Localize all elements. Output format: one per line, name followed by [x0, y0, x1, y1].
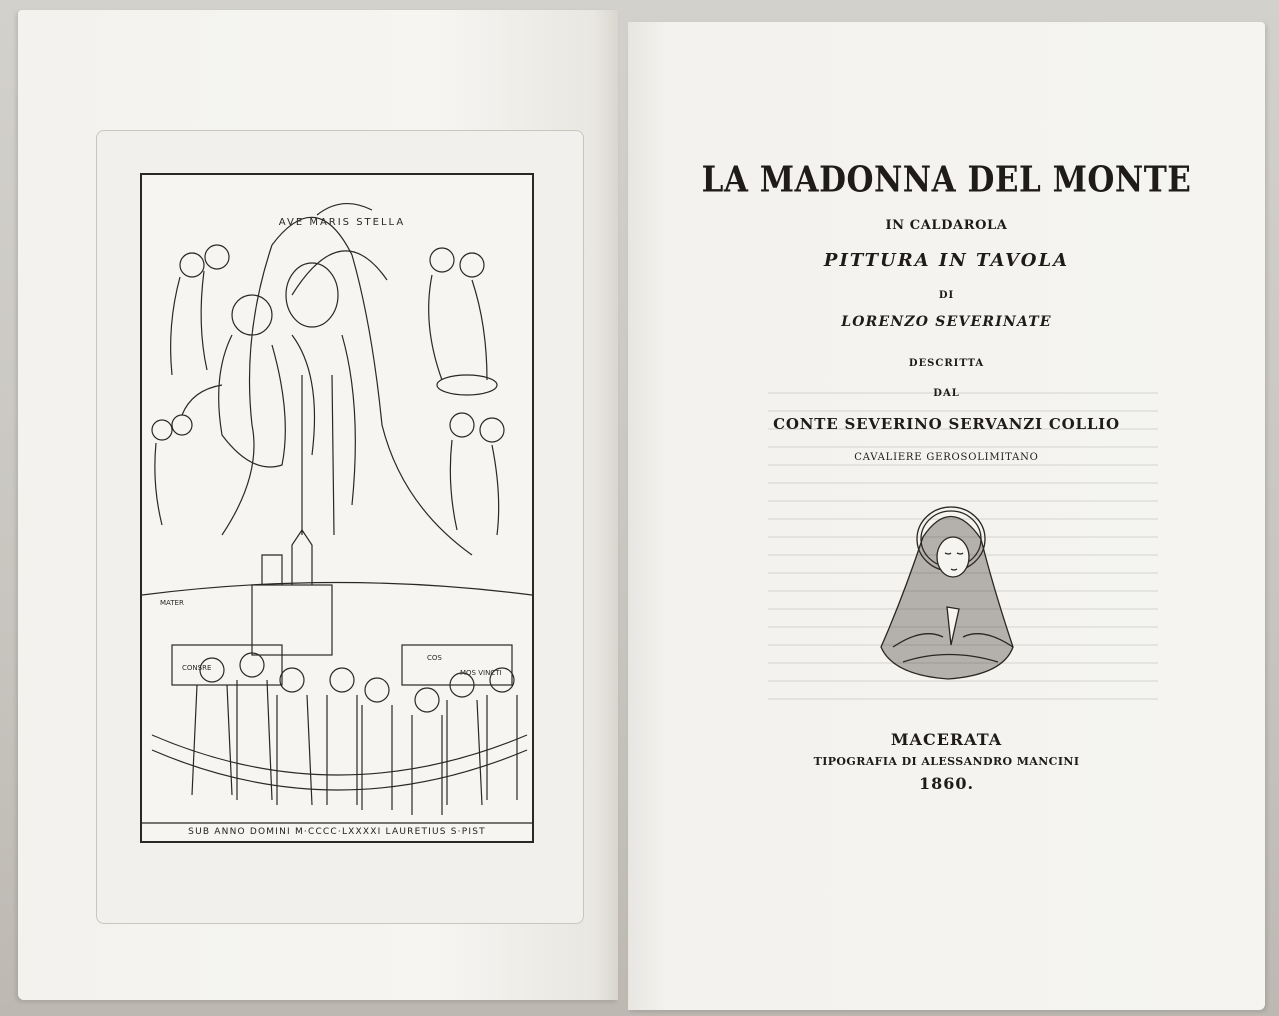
from-label: DAL: [933, 388, 960, 399]
label-cos: COS: [427, 654, 442, 662]
page-title: LA MADONNA DEL MONTE: [701, 159, 1192, 201]
banner-text: AVE MARIS STELLA: [278, 217, 406, 228]
right-page: [628, 22, 1265, 1010]
by-label: DI: [938, 290, 955, 301]
imprint-year: 1860.: [918, 774, 975, 793]
imprint-city: MACERATA: [890, 730, 1003, 749]
praying-madonna-icon: [863, 497, 1033, 687]
engraving-frame: [140, 173, 534, 843]
described-label: DESCRITTA: [908, 358, 985, 369]
label-mater: MATER: [160, 599, 184, 607]
subtitle-medium: PITTURA IN TAVOLA: [823, 250, 1070, 271]
subtitle-location: IN CALDAROLA: [885, 218, 1008, 233]
label-consre: CONSRE: [182, 664, 212, 672]
label-mos-vincti: MOS VINCTI: [460, 669, 502, 677]
author-name: LORENZO SEVERINATE: [841, 314, 1052, 330]
engraving-caption: SUB ANNO DOMINI M·CCCC·LXXXXI LAURETIUS S·PIST: [188, 827, 486, 837]
imprint-printer: TIPOGRAFIA DI ALESSANDRO MANCINI: [813, 755, 1080, 768]
describer-name: CONTE SEVERINO SERVANZI COLLIO: [773, 415, 1120, 433]
left-page: [18, 10, 618, 1000]
madonna-engraving-icon: [142, 175, 532, 841]
describer-title: CAVALIERE GEROSOLIMITANO: [854, 452, 1039, 463]
